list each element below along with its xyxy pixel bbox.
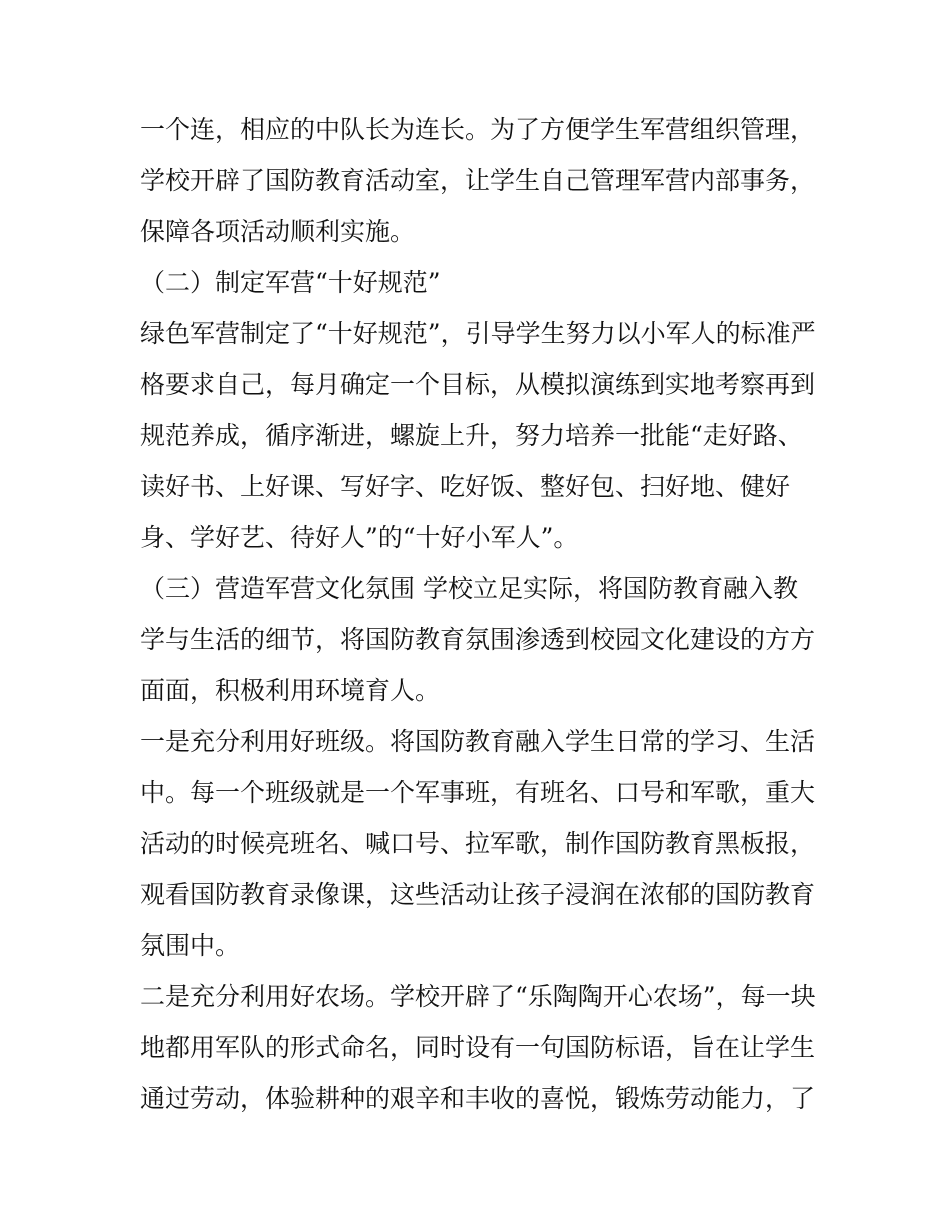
text-line: 保障各项活动顺利实施。 bbox=[140, 217, 416, 246]
text-line: 观看国防教育录像课，这些活动让孩子浸润在浓郁的国防教育 bbox=[140, 880, 816, 909]
text-line: 中。每一个班级就是一个军事班，有班名、口号和军歌，重大 bbox=[140, 778, 816, 807]
text-line: 氛围中。 bbox=[140, 931, 241, 960]
text-line: 读好书、上好课、写好字、吃好饭、整好包、扫好地、健好 bbox=[140, 472, 791, 501]
text-line: 二是充分利用好农场。学校开辟了“乐陶陶开心农场”，每一块 bbox=[140, 982, 816, 1011]
text-line: 绿色军营制定了“十好规范”，引导学生努力以小军人的标准严 bbox=[140, 319, 816, 348]
text-line: 通过劳动，体验耕种的艰辛和丰收的喜悦，锻炼劳动能力，了 bbox=[140, 1084, 816, 1113]
document-body bbox=[140, 104, 820, 1124]
text-line: 一是充分利用好班级。将国防教育融入学生日常的学习、生活 bbox=[140, 727, 816, 756]
section-heading: （二）制定军营“十好规范” bbox=[140, 268, 441, 297]
text-line: 活动的时候亮班名、喊口号、拉军歌，制作国防教育黑板报， bbox=[140, 829, 816, 858]
text-line: 规范养成，循序渐进，螺旋上升，努力培养一批能“走好路、 bbox=[140, 421, 803, 450]
text-line: 一个连，相应的中队长为连长。为了方便学生军营组织管理， bbox=[140, 115, 816, 144]
text-line: 面面，积极利用环境育人。 bbox=[140, 676, 441, 705]
text-line: 学与生活的细节，将国防教育氛围渗透到校园文化建设的方方 bbox=[140, 625, 816, 654]
text-line: 格要求自己，每月确定一个目标，从模拟演练到实地考察再到 bbox=[140, 370, 816, 399]
text-line: 学校开辟了国防教育活动室，让学生自己管理军营内部事务， bbox=[140, 166, 816, 195]
text-line: 身、学好艺、待好人”的“十好小军人”。 bbox=[140, 523, 579, 552]
section-heading: （三）营造军营文化氛围 学校立足实际，将国防教育融入教 bbox=[140, 574, 798, 603]
text-line: 地都用军队的形式命名，同时设有一句国防标语，旨在让学生 bbox=[140, 1033, 816, 1062]
